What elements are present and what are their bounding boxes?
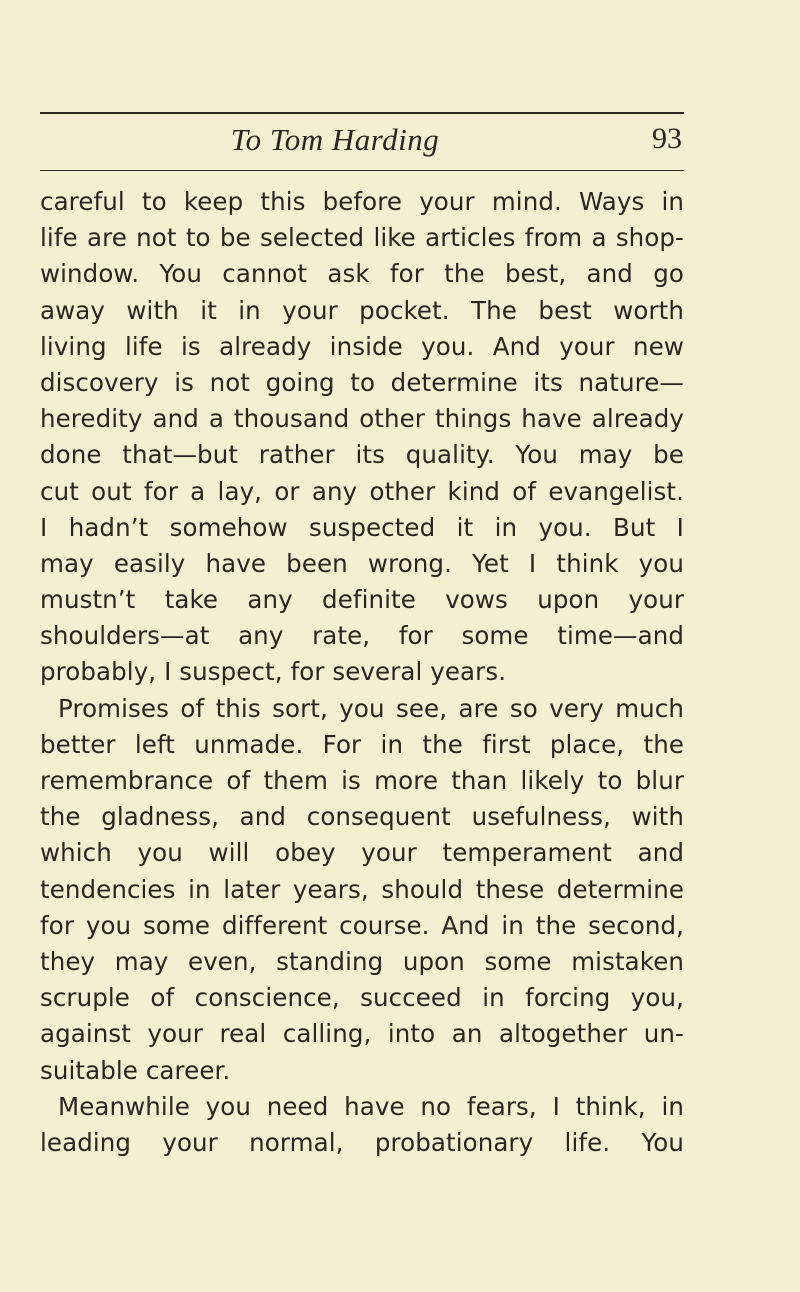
text-line: for you some different course. And in the second, [40, 910, 684, 940]
text-line: done that—but rather its quality. You may be [40, 440, 684, 470]
header-bottom-rule [40, 170, 684, 171]
text-line: mustn’t take any definite vows upon your [40, 585, 684, 615]
text-line: leading your normal, probationary life. You [40, 1127, 684, 1157]
text-line: discovery is not going to determine its nature— [40, 367, 684, 397]
text-line: the gladness, and consequent usefulness, with [40, 802, 684, 832]
running-title: To Tom Harding [230, 122, 440, 157]
text-line: I hadn’t somehow suspected it in you. But I [40, 512, 684, 542]
text-line: careful to keep this before your mind. Ways in [40, 187, 684, 216]
text-line: Meanwhile you need have no fears, I think, in [58, 1091, 684, 1121]
text-line: tendencies in later years, should these determine [40, 874, 684, 904]
page-number: 93 [652, 122, 682, 155]
header-top-rule [40, 112, 684, 114]
text-line: may easily have been wrong. Yet I think you [40, 548, 684, 578]
text-line: heredity and a thousand other things have already [40, 404, 684, 434]
text-line: which you will obey your temperament and [40, 838, 684, 868]
text-line: they may even, standing upon some mistaken [40, 946, 684, 976]
text-line: shoulders—at any rate, for some time—and [40, 621, 684, 651]
text-line: away with it in your pocket. The best worth [40, 295, 684, 325]
text-line: against your real calling, into an altogether un- [40, 1019, 684, 1049]
running-header [40, 118, 684, 170]
text-line: Promises of this sort, you see, are so very much [58, 693, 684, 723]
text-line: probably, I suspect, for several years. [40, 657, 507, 687]
text-line: suitable career. [40, 1055, 231, 1085]
text-line: scruple of conscience, succeed in forcing you, [40, 983, 684, 1013]
text-line: better left unmade. For in the first place, the [40, 729, 684, 759]
text-line: living life is already inside you. And your new [40, 331, 684, 361]
body-text [40, 184, 684, 1161]
text-line: cut out for a lay, or any other kind of evangelist. [40, 476, 684, 506]
text-line: window. You cannot ask for the best, and go [40, 259, 684, 289]
text-line: remembrance of them is more than likely to blur [40, 766, 684, 795]
text-line: life are not to be selected like articles from a shop- [40, 223, 684, 253]
